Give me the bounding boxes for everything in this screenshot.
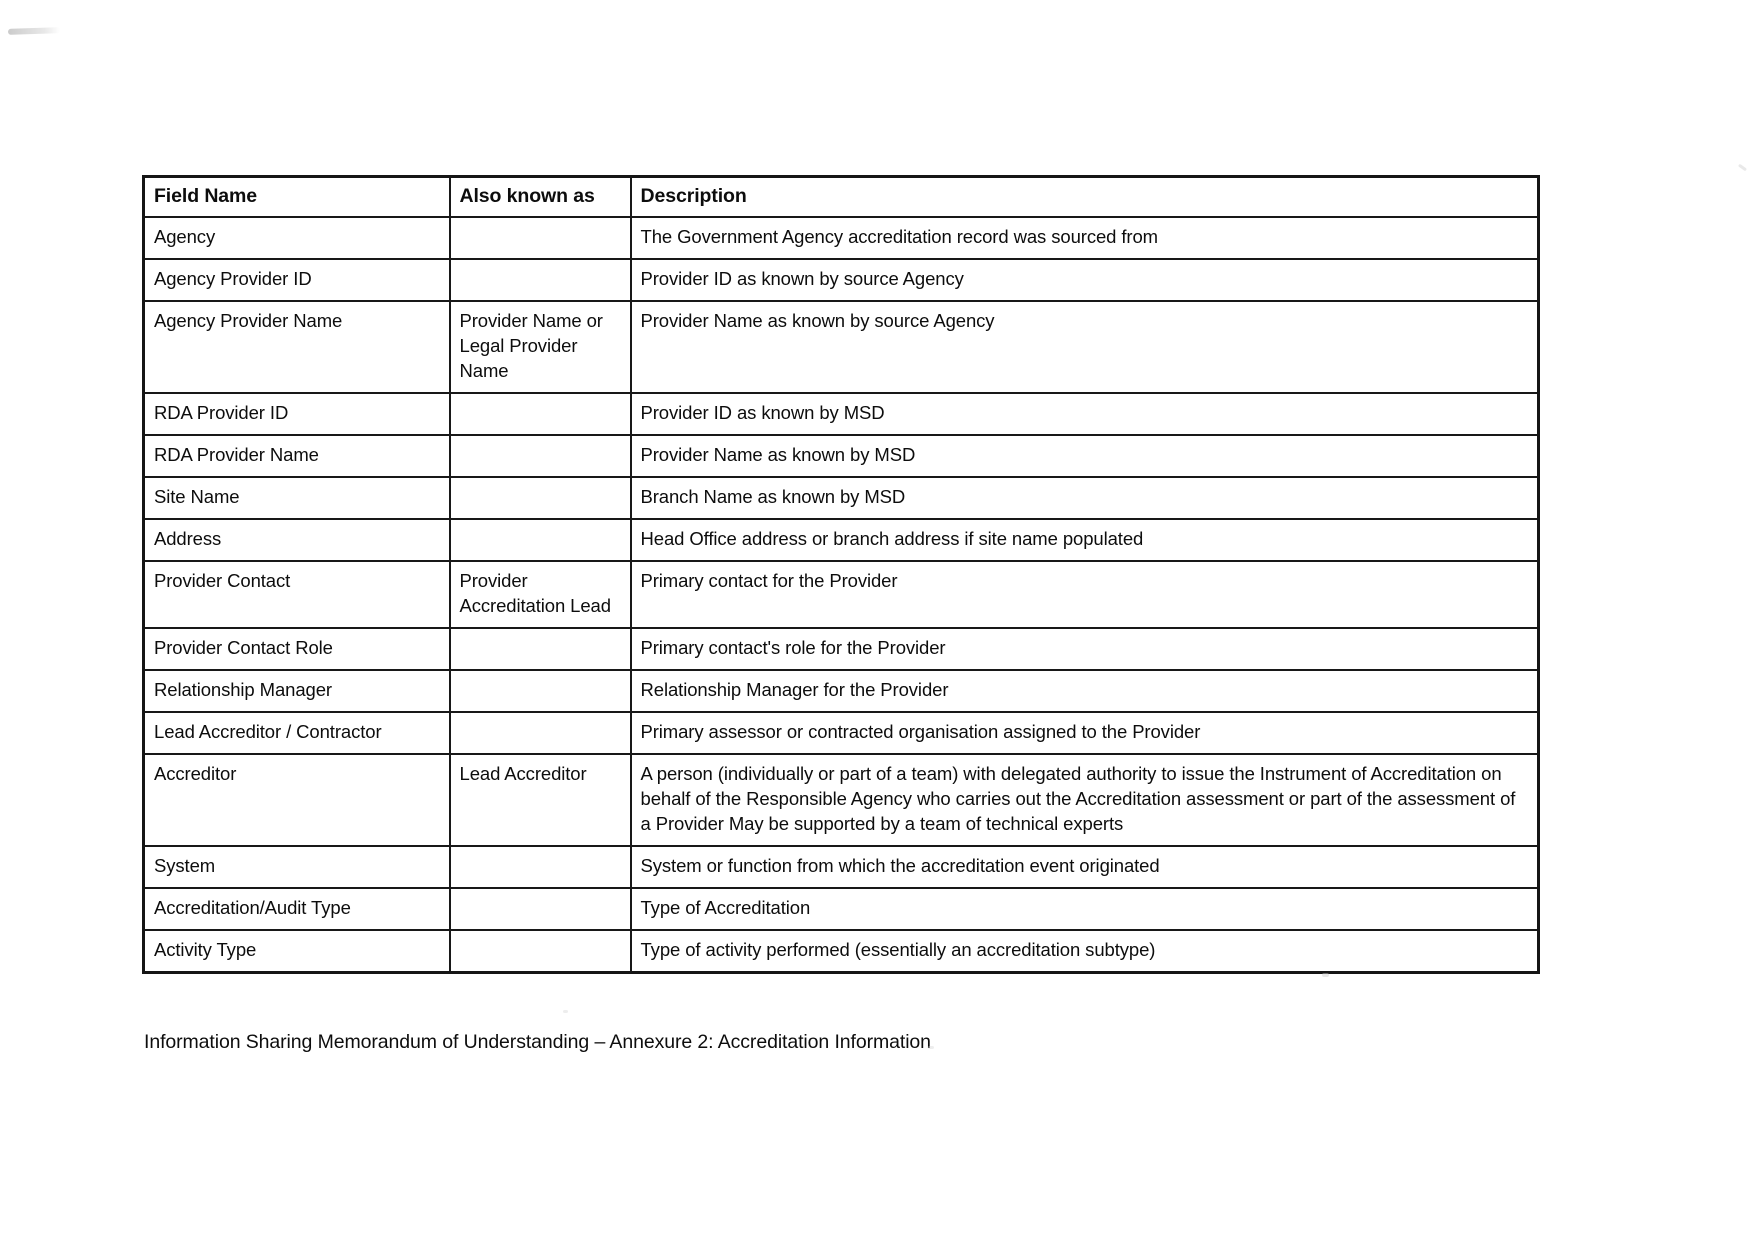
document-footer-text: Information Sharing Memorandum of Understanding – Annexure 2: Accreditation Information [144,1031,931,1053]
also-known-as-cell: Lead Accreditor [450,754,631,846]
field-name-cell: Accreditor [144,754,450,846]
field-name-cell: RDA Provider Name [144,435,450,477]
also-known-as-cell [450,846,631,888]
table-body [144,217,1539,973]
field-name-cell: Accreditation/Audit Type [144,888,450,930]
field-name-cell: Lead Accreditor / Contractor [144,712,450,754]
also-known-as-cell [450,670,631,712]
also-known-as-cell [450,435,631,477]
table-row [144,561,1539,628]
column-header-description: Description [631,177,1539,218]
field-name-cell: Agency Provider Name [144,301,450,393]
table-row [144,754,1539,846]
table-row [144,846,1539,888]
description-cell: The Government Agency accreditation record was sourced from [631,217,1539,259]
description-cell: Branch Name as known by MSD [631,477,1539,519]
table-row [144,301,1539,393]
field-name-cell: Activity Type [144,930,450,973]
also-known-as-cell [450,888,631,930]
table-row [144,712,1539,754]
table-row [144,930,1539,973]
also-known-as-cell: Provider Accreditation Lead [450,561,631,628]
description-cell: Primary contact for the Provider [631,561,1539,628]
description-cell: Provider Name as known by MSD [631,435,1539,477]
table-row [144,888,1539,930]
table-row [144,217,1539,259]
table-header-row [144,177,1539,218]
accreditation-fields-table [142,175,1540,974]
field-name-cell: Provider Contact Role [144,628,450,670]
column-header-field-name: Field Name [144,177,450,218]
also-known-as-cell [450,712,631,754]
description-cell: Provider Name as known by source Agency [631,301,1539,393]
field-name-cell: Site Name [144,477,450,519]
scan-artifact-speck [563,1010,568,1013]
field-name-cell: Agency [144,217,450,259]
description-cell: Primary assessor or contracted organisation assigned to the Provider [631,712,1539,754]
also-known-as-cell [450,628,631,670]
also-known-as-cell [450,259,631,301]
field-name-cell: Relationship Manager [144,670,450,712]
description-cell: Relationship Manager for the Provider [631,670,1539,712]
column-header-also-known-as: Also known as [450,177,631,218]
description-cell: Type of activity performed (essentially an accreditation subtype) [631,930,1539,973]
also-known-as-cell [450,393,631,435]
scan-artifact-pencil-mark [8,27,60,35]
description-cell: System or function from which the accreditation event originated [631,846,1539,888]
table-row [144,670,1539,712]
table-row [144,628,1539,670]
also-known-as-cell [450,519,631,561]
field-name-cell: System [144,846,450,888]
table-row [144,259,1539,301]
table-row [144,435,1539,477]
description-cell: A person (individually or part of a team) with delegated authority to issue the Instrument of Accreditation on behalf of the Responsible Agency who carries out the Accreditation assessment or part of the assessment of a Provider May be supported by a team of technical experts [631,754,1539,846]
scan-artifact-speck [1738,164,1747,172]
table-row [144,393,1539,435]
description-cell: Type of Accreditation [631,888,1539,930]
also-known-as-cell [450,477,631,519]
field-name-cell: Provider Contact [144,561,450,628]
description-cell: Head Office address or branch address if site name populated [631,519,1539,561]
also-known-as-cell [450,217,631,259]
description-cell: Provider ID as known by MSD [631,393,1539,435]
description-cell: Primary contact's role for the Provider [631,628,1539,670]
also-known-as-cell [450,930,631,973]
field-name-cell: Address [144,519,450,561]
table-row [144,519,1539,561]
table-row [144,477,1539,519]
also-known-as-cell: Provider Name or Legal Provider Name [450,301,631,393]
field-name-cell: Agency Provider ID [144,259,450,301]
field-name-cell: RDA Provider ID [144,393,450,435]
description-cell: Provider ID as known by source Agency [631,259,1539,301]
